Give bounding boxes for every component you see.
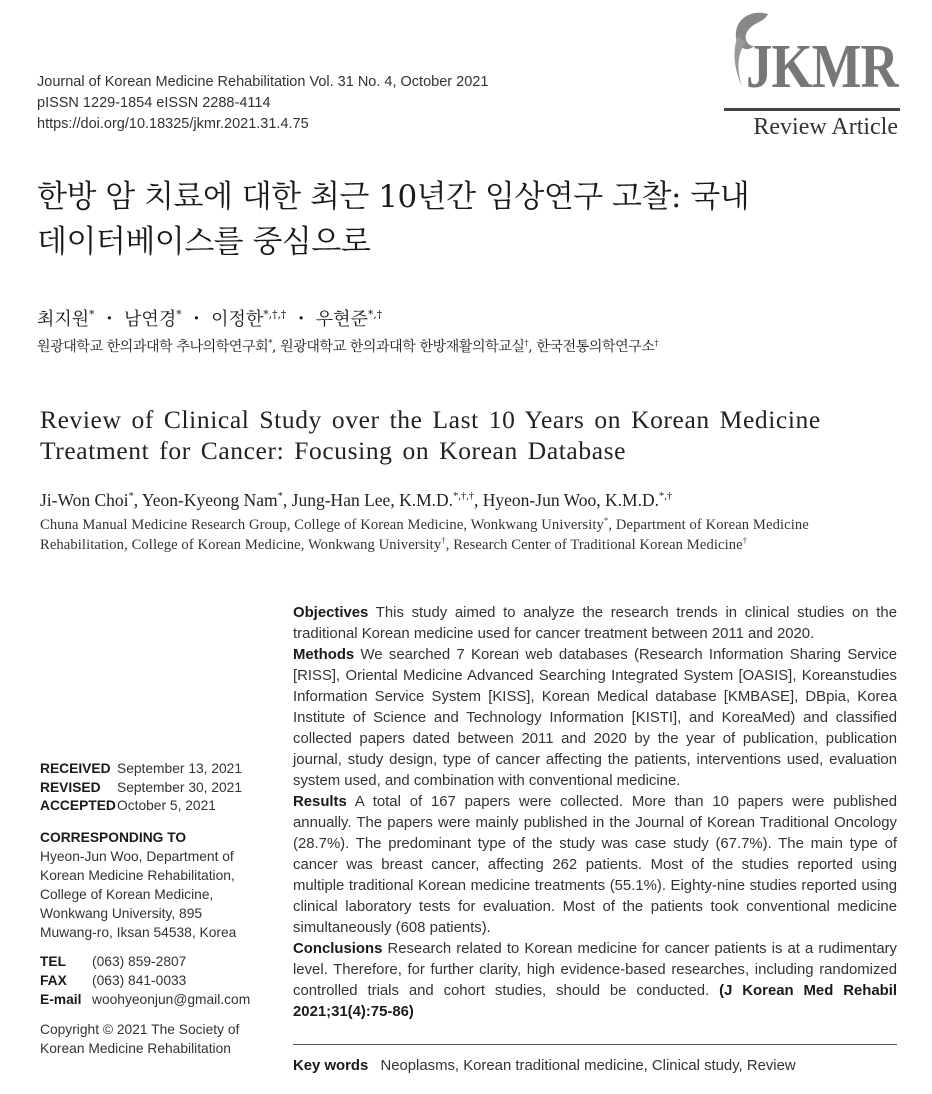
email-link[interactable]: woohyeonjun@gmail.com	[92, 991, 251, 1007]
contact-label: TEL	[40, 953, 67, 969]
keywords-value: Neoplasms, Korean traditional medicine, Clinical study, Review	[380, 1058, 796, 1074]
author-mark: *	[128, 491, 134, 503]
abstract-methods	[293, 645, 897, 792]
abstract-text: This study aimed to analyze the research trends in clinical studies on the traditional Korean medicine used for cancer treatment between 2011 and 2020.	[293, 605, 897, 642]
address-line: Muwang-ro, Iksan 54538, Korea	[40, 924, 237, 940]
abstract-text: Research related to Korean medicine for cancer patients is at a rudimentary level. Therefore, for further clarity, high evidence-based researches, including randomized controlled trials and cohort studies, should be conducted.	[293, 941, 897, 999]
contact-info	[40, 952, 270, 1009]
address-line: Wonkwang University, 895	[40, 905, 203, 921]
abstract-heading: Objectives	[293, 605, 369, 621]
affiliation-mark: †	[441, 535, 446, 546]
contact-row	[40, 952, 270, 971]
abstract-heading: Methods	[293, 647, 355, 663]
abstract-conclusions	[293, 939, 897, 1023]
author-name: Yeon-Kyeong Nam	[141, 490, 278, 510]
author-name: Hyeon-Jun Woo, K.M.D.	[482, 490, 659, 510]
contact-label: FAX	[40, 972, 67, 988]
affiliation-name: Research Center of Traditional Korean Medicine	[453, 537, 743, 553]
article-dates	[40, 760, 270, 816]
abstract-results	[293, 792, 897, 939]
corresponding-address	[40, 847, 270, 942]
corresponding-heading: CORRESPONDING TO	[40, 829, 187, 845]
contact-row	[40, 990, 270, 1009]
affiliation-mark: †	[524, 337, 529, 348]
author-separator: ・	[292, 309, 311, 330]
author-mark: *	[277, 491, 283, 503]
affiliation-name: 원광대학교 한의과대학 한방재활의학교실	[280, 339, 525, 355]
abstract-text: A total of 167 papers were collected. More than 10 papers were published annually. The papers were mainly published in the Journal of Korean Traditional Oncology (28.7%). The predominant type of the study was case study (67.7%). The main type of cancer was breast cancer, affecting 262 patients. Most of the studies reported using multiple traditional Korean medicine treatments (55.1%). Eighty-nine studies reported using clinical laboratory tests for evaluation. Most of the patients took conventional medicine simultaneously (608 patients).	[293, 794, 897, 936]
abstract-objectives	[293, 603, 897, 645]
author-mark: *	[89, 308, 95, 321]
author-mark: *,†,†	[453, 491, 475, 503]
author-name: Ji-Won Choi	[40, 490, 129, 510]
author-name: Jung-Han Lee, K.M.D.	[291, 490, 454, 510]
author-name: 이정한	[211, 309, 264, 330]
affiliation-name: 원광대학교 한의과대학 추나의학연구회	[37, 339, 269, 355]
journal-doi[interactable]: https://doi.org/10.18325/jkmr.2021.31.4.75	[37, 116, 309, 132]
copyright-line: Copyright © 2021 The Society of	[40, 1021, 240, 1037]
affiliation-mark: †	[742, 535, 748, 546]
author-mark: *	[176, 308, 182, 321]
korean-affiliations: 원광대학교 한의과대학 추나의학연구회*, 원광대학교 한의과대학 한방재활의학교실†, 한국전통의학연구소†	[37, 337, 659, 355]
affiliation-mark: *	[603, 515, 609, 526]
author-mark: *,†	[658, 491, 673, 503]
journal-info	[37, 72, 488, 135]
date-label: REVISED	[40, 779, 101, 795]
journal-issn: pISSN 1229-1854 eISSN 2288-4114	[37, 95, 271, 111]
author-separator: ・	[187, 309, 206, 330]
author-mark: *,†,†	[263, 308, 287, 321]
jkmr-logo	[724, 6, 900, 142]
affiliation-mark: †	[654, 337, 659, 348]
address-line: Hyeon-Jun Woo, Department of	[40, 848, 234, 864]
affiliation-mark: *	[268, 337, 273, 348]
english-title-line: Review of Clinical Study over the Last 10 Years on Korean Medicine	[40, 405, 821, 434]
copyright	[40, 1020, 270, 1058]
date-label: ACCEPTED	[40, 798, 116, 813]
address-line: Korean Medicine Rehabilitation,	[40, 867, 235, 883]
keywords-divider	[293, 1044, 897, 1045]
abstract	[293, 603, 897, 1023]
author-name: 최지원	[37, 309, 90, 330]
korean-title	[37, 175, 897, 265]
english-affiliations: Chuna Manual Medicine Research Group, College of Korean Medicine, Wonkwang University*, Department of Korean Medicine Rehabilitation, College of Korean Medicine, Wonkwang University†, Research Center of Traditional Korean Medicine†	[40, 515, 809, 553]
date-value: October 5, 2021	[117, 798, 216, 813]
author-name: 남연경	[124, 309, 177, 330]
english-title	[40, 404, 900, 466]
address-line: College of Korean Medicine,	[40, 886, 214, 902]
keywords-label: Key words	[293, 1058, 369, 1074]
abstract-heading: Results	[293, 794, 347, 810]
abstract-text: We searched 7 Korean web databases (Research Information Sharing Service [RISS], Oriental Medicine Advanced Searching Integrated System [OASIS], Koreanstudies Information Service System [KISS], Korean Medical database [KMBASE], DBpia, Korea Institute of Science and Technology Information [KISTI], and KoreaMed) and classified collected papers dated between 2011 and 2020 by the year of publication, publication journal, study design, type of cancer affecting the patients, interventions used, evaluation system used, and combination with conventional medicine.	[293, 647, 897, 789]
journal-citation: Journal of Korean Medicine Rehabilitation Vol. 31 No. 4, October 2021	[37, 74, 489, 90]
abstract-citation: (J Korean Med Rehabil 2021;31(4):75-86)	[293, 983, 897, 1020]
author-mark: *,†	[367, 308, 383, 321]
date-row	[40, 760, 270, 779]
korean-title-line: 데이터베이스를 중심으로	[37, 224, 371, 260]
contact-row	[40, 971, 270, 990]
date-value: September 30, 2021	[117, 779, 243, 795]
contact-value: (063) 859-2807	[92, 953, 187, 969]
date-label: RECEIVED	[40, 761, 111, 776]
date-row	[40, 779, 270, 798]
korean-authors	[37, 305, 382, 331]
date-row	[40, 797, 270, 816]
article-sidebar	[40, 760, 270, 1058]
author-separator: ・	[100, 309, 119, 330]
affiliation-name: Chuna Manual Medicine Research Group, College of Korean Medicine, Wonkwang University	[40, 517, 604, 533]
article-type: Review Article	[753, 114, 898, 140]
abstract-heading: Conclusions	[293, 941, 383, 957]
logo-text: JKMR	[746, 33, 898, 101]
affiliation-name: Department of Korean Medicine Rehabilitation, College of Korean Medicine, Wonkwang University	[40, 517, 809, 553]
logo-divider	[724, 108, 900, 111]
author-name: 우현준	[315, 309, 368, 330]
affiliation-name: 한국전통의학연구소	[536, 339, 655, 355]
keywords	[293, 1058, 796, 1074]
copyright-line: Korean Medicine Rehabilitation	[40, 1040, 231, 1056]
english-title-line: Treatment for Cancer: Focusing on Korean Database	[40, 436, 627, 465]
contact-value: (063) 841-0033	[92, 972, 187, 988]
contact-label: E-mail	[40, 991, 82, 1007]
date-value: September 13, 2021	[117, 761, 243, 776]
korean-title-line: 한방 암 치료에 대한 최근 10년간 임상연구 고찰: 국내	[37, 179, 750, 215]
english-authors: Ji-Won Choi*, Yeon-Kyeong Nam*, Jung-Han Lee, K.M.D.*,†,†, Hyeon-Jun Woo, K.M.D.*,†	[40, 490, 673, 510]
